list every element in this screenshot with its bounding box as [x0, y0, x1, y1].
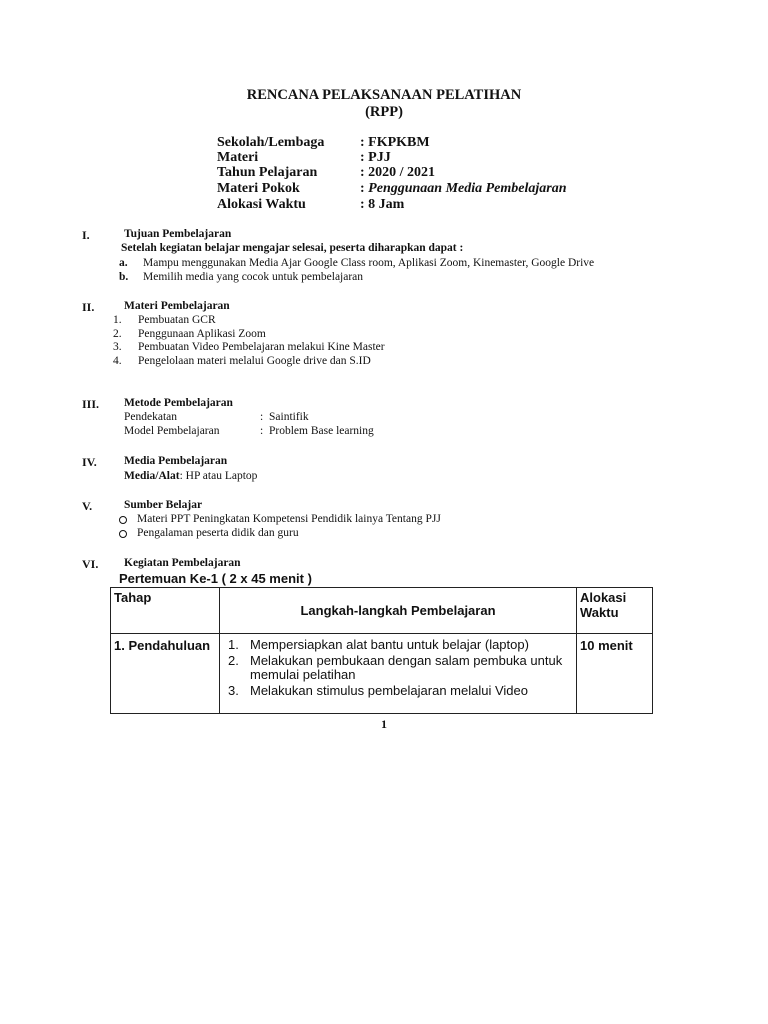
info-label: Sekolah/Lembaga — [217, 135, 325, 150]
info-label: Materi Pokok — [217, 181, 300, 196]
method-label: Model Pembelajaran — [124, 425, 220, 437]
section-number: III. — [82, 397, 100, 411]
media-value: : HP atau Laptop — [179, 470, 258, 482]
method-label: Pendekatan — [124, 411, 178, 423]
section-number: V. — [82, 499, 93, 513]
list-marker: 4. — [113, 355, 122, 367]
table-cell-waktu: 10 menit — [577, 634, 653, 714]
section-title: Materi Pembelajaran — [124, 300, 230, 312]
info-value: : FKPKBM — [360, 135, 430, 150]
list-marker: 2. — [113, 328, 122, 340]
table-header-row — [111, 588, 653, 634]
list-marker: 3. — [113, 341, 122, 353]
table-cell-steps — [220, 634, 577, 714]
table-header-cell: Tahap — [111, 588, 220, 634]
section-number: II. — [82, 300, 95, 314]
meeting-heading: Pertemuan Ke-1 ( 2 x 45 menit ) — [119, 571, 312, 586]
document-subtitle: (RPP) — [365, 104, 403, 120]
section-intro: Setelah kegiatan belajar mengajar selesai, peserta diharapkan dapat : — [121, 242, 464, 254]
list-item: Pembuatan GCR — [138, 314, 216, 326]
info-value: : PJJ — [360, 150, 391, 165]
steps-list — [223, 638, 573, 698]
info-value-row — [360, 181, 567, 197]
table-header-cell: Langkah-langkah Pembelajaran — [220, 588, 577, 634]
kegiatan-table — [110, 587, 653, 714]
list-item: Mampu menggunakan Media Ajar Google Class room, Aplikasi Zoom, Kinemaster, Google Drive — [143, 257, 595, 269]
list-item: Penggunaan Aplikasi Zoom — [138, 328, 266, 340]
document-title: RENCANA PELAKSANAAN PELATIHAN — [246, 87, 522, 103]
method-value: Problem Base learning — [269, 425, 374, 437]
step-item — [223, 654, 573, 682]
step-number: 2. — [228, 653, 239, 668]
section-number: VI. — [82, 557, 99, 571]
info-value: : 2020 / 2021 — [360, 165, 436, 180]
section-title: Kegiatan Pembelajaran — [124, 557, 241, 569]
list-marker: 1. — [113, 314, 122, 326]
method-value: Saintifik — [269, 411, 309, 423]
section-title: Metode Pembelajaran — [124, 397, 233, 409]
section-number: I. — [82, 228, 90, 242]
list-marker: a. — [119, 257, 128, 269]
info-label: Materi — [217, 150, 259, 165]
table-row — [111, 634, 653, 714]
info-label: Alokasi Waktu — [217, 197, 306, 212]
section-number: IV. — [82, 455, 97, 469]
section-title: Sumber Belajar — [124, 499, 203, 511]
list-item: Pembuatan Video Pembelajaran melakui Kine Master — [138, 341, 385, 353]
method-separator: : — [260, 411, 264, 423]
step-item — [223, 638, 573, 652]
circle-bullet-icon — [119, 530, 127, 538]
info-value: : 8 Jam — [360, 197, 405, 212]
list-item: Pengalaman peserta didik dan guru — [137, 527, 299, 539]
step-text: Melakukan stimulus pembelajaran melalui Video — [250, 683, 528, 698]
step-number: 1. — [228, 637, 239, 652]
list-item: Materi PPT Peningkatan Kompetensi Pendidik lainya Tentang PJJ — [137, 513, 441, 525]
step-text: Mempersiapkan alat bantu untuk belajar (laptop) — [250, 637, 529, 652]
list-item: Memilih media yang cocok untuk pembelajaran — [143, 271, 364, 283]
section-title: Media Pembelajaran — [124, 455, 228, 467]
circle-bullet-icon — [119, 516, 127, 524]
list-marker: b. — [119, 271, 129, 283]
info-value-prefix: : — [360, 181, 369, 196]
page-number: 1 — [381, 717, 387, 731]
step-item — [223, 684, 573, 698]
section-title: Tujuan Pembelajaran — [124, 228, 232, 240]
step-number: 3. — [228, 683, 239, 698]
table-header-cell: Alokasi Waktu — [577, 588, 653, 634]
step-text: Melakukan pembukaan dengan salam pembuka untuk memulai pelatihan — [250, 653, 563, 682]
info-label: Tahun Pelajaran — [217, 165, 318, 180]
media-line — [124, 470, 257, 482]
info-value: Penggunaan Media Pembelajaran — [368, 181, 567, 196]
media-label: Media/Alat — [124, 470, 180, 482]
method-separator: : — [260, 425, 264, 437]
table-cell-tahap: 1. Pendahuluan — [111, 634, 220, 714]
list-item: Pengelolaan materi melalui Google drive dan S.ID — [138, 355, 371, 367]
